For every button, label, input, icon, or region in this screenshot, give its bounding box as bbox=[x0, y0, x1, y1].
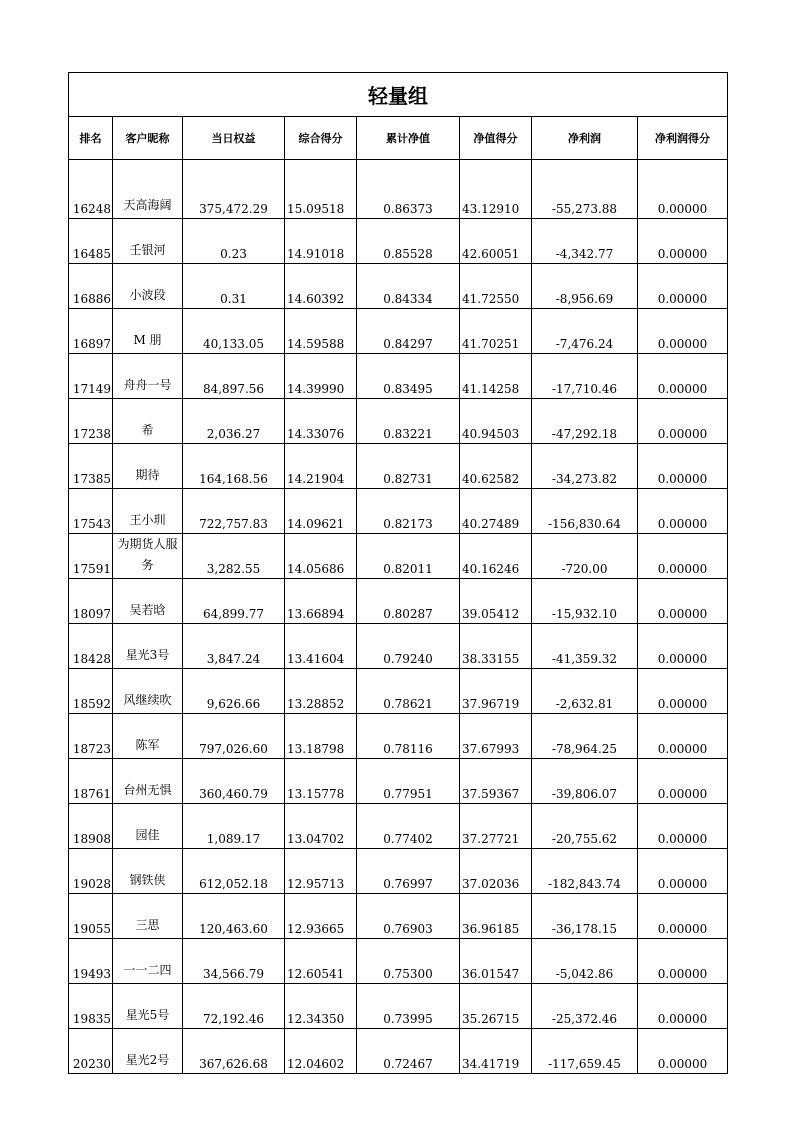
cell-net-profit-score: 0.00000 bbox=[638, 534, 728, 579]
cell-nickname: 三思 bbox=[113, 894, 183, 939]
cell-net-profit-score: 0.00000 bbox=[638, 489, 728, 534]
cell-net-profit: -2,632.81 bbox=[532, 669, 638, 714]
cell-nickname: 钢铁侠 bbox=[113, 849, 183, 894]
cell-nickname: 星光2号 bbox=[113, 1029, 183, 1074]
table-row bbox=[69, 1029, 728, 1074]
cell-equity: 164,168.56 bbox=[183, 444, 285, 489]
cell-net-profit: -39,806.07 bbox=[532, 759, 638, 804]
cell-cumulative-nav: 0.82173 bbox=[357, 489, 460, 534]
cell-net-profit: -117,659.45 bbox=[532, 1029, 638, 1074]
cell-nav-score: 34.41719 bbox=[460, 1029, 532, 1074]
table-row bbox=[69, 489, 728, 534]
cell-equity: 72,192.46 bbox=[183, 984, 285, 1029]
table-row bbox=[69, 849, 728, 894]
cell-nav-score: 40.94503 bbox=[460, 399, 532, 444]
table-row bbox=[69, 984, 728, 1029]
cell-cumulative-nav: 0.75300 bbox=[357, 939, 460, 984]
cell-nav-score: 37.67993 bbox=[460, 714, 532, 759]
cell-rank: 18908 bbox=[69, 804, 113, 849]
cell-net-profit: -720.00 bbox=[532, 534, 638, 579]
cell-nickname: 陈军 bbox=[113, 714, 183, 759]
header-net-profit: 净利润 bbox=[532, 117, 638, 160]
cell-net-profit: -25,372.46 bbox=[532, 984, 638, 1029]
cell-nav-score: 37.27721 bbox=[460, 804, 532, 849]
cell-cumulative-nav: 0.82731 bbox=[357, 444, 460, 489]
cell-cumulative-nav: 0.77402 bbox=[357, 804, 460, 849]
cell-total-score: 12.60541 bbox=[285, 939, 357, 984]
cell-nickname: 壬银河 bbox=[113, 219, 183, 264]
cell-net-profit: -182,843.74 bbox=[532, 849, 638, 894]
cell-net-profit: -34,273.82 bbox=[532, 444, 638, 489]
table-row bbox=[69, 444, 728, 489]
cell-rank: 18761 bbox=[69, 759, 113, 804]
cell-net-profit: -47,292.18 bbox=[532, 399, 638, 444]
header-nav-score: 净值得分 bbox=[460, 117, 532, 160]
cell-net-profit-score: 0.00000 bbox=[638, 984, 728, 1029]
cell-equity: 1,089.17 bbox=[183, 804, 285, 849]
cell-total-score: 14.05686 bbox=[285, 534, 357, 579]
cell-nav-score: 36.96185 bbox=[460, 894, 532, 939]
cell-net-profit: -36,178.15 bbox=[532, 894, 638, 939]
cell-equity: 3,847.24 bbox=[183, 624, 285, 669]
cell-cumulative-nav: 0.76903 bbox=[357, 894, 460, 939]
cell-rank: 19028 bbox=[69, 849, 113, 894]
cell-nav-score: 41.70251 bbox=[460, 309, 532, 354]
cell-nickname: 风继续吹 bbox=[113, 669, 183, 714]
cell-net-profit-score: 0.00000 bbox=[638, 1029, 728, 1074]
table-row bbox=[69, 714, 728, 759]
cell-rank: 18097 bbox=[69, 579, 113, 624]
cell-equity: 120,463.60 bbox=[183, 894, 285, 939]
cell-net-profit-score: 0.00000 bbox=[638, 894, 728, 939]
cell-rank: 17385 bbox=[69, 444, 113, 489]
header-total-score: 综合得分 bbox=[285, 117, 357, 160]
cell-cumulative-nav: 0.84334 bbox=[357, 264, 460, 309]
cell-rank: 20230 bbox=[69, 1029, 113, 1074]
header-row bbox=[69, 117, 728, 160]
cell-net-profit-score: 0.00000 bbox=[638, 579, 728, 624]
cell-net-profit: -8,956.69 bbox=[532, 264, 638, 309]
cell-nav-score: 39.05412 bbox=[460, 579, 532, 624]
cell-equity: 375,472.29 bbox=[183, 160, 285, 219]
cell-total-score: 12.95713 bbox=[285, 849, 357, 894]
cell-nickname: M 朋 bbox=[113, 309, 183, 354]
cell-cumulative-nav: 0.82011 bbox=[357, 534, 460, 579]
cell-total-score: 15.09518 bbox=[285, 160, 357, 219]
cell-nav-score: 35.26715 bbox=[460, 984, 532, 1029]
cell-rank: 17591 bbox=[69, 534, 113, 579]
table-row bbox=[69, 759, 728, 804]
cell-nickname: 星光3号 bbox=[113, 624, 183, 669]
cell-equity: 0.31 bbox=[183, 264, 285, 309]
cell-cumulative-nav: 0.78621 bbox=[357, 669, 460, 714]
cell-nickname: 星光5号 bbox=[113, 984, 183, 1029]
cell-equity: 0.23 bbox=[183, 219, 285, 264]
cell-net-profit: -156,830.64 bbox=[532, 489, 638, 534]
cell-nav-score: 37.02036 bbox=[460, 849, 532, 894]
cell-nav-score: 40.62582 bbox=[460, 444, 532, 489]
cell-nav-score: 38.33155 bbox=[460, 624, 532, 669]
cell-total-score: 14.09621 bbox=[285, 489, 357, 534]
cell-nickname: 吴若晗 bbox=[113, 579, 183, 624]
cell-nav-score: 40.16246 bbox=[460, 534, 532, 579]
cell-net-profit-score: 0.00000 bbox=[638, 624, 728, 669]
cell-rank: 19055 bbox=[69, 894, 113, 939]
cell-nickname: 为期货人服务 bbox=[113, 534, 183, 579]
cell-net-profit: -15,932.10 bbox=[532, 579, 638, 624]
cell-nav-score: 40.27489 bbox=[460, 489, 532, 534]
cell-nickname: 天高海阔 bbox=[113, 160, 183, 219]
cell-nickname: 希 bbox=[113, 399, 183, 444]
cell-nav-score: 42.60051 bbox=[460, 219, 532, 264]
cell-cumulative-nav: 0.79240 bbox=[357, 624, 460, 669]
cell-equity: 84,897.56 bbox=[183, 354, 285, 399]
table-row bbox=[69, 579, 728, 624]
cell-equity: 3,282.55 bbox=[183, 534, 285, 579]
cell-equity: 612,052.18 bbox=[183, 849, 285, 894]
cell-net-profit-score: 0.00000 bbox=[638, 849, 728, 894]
cell-nav-score: 37.59367 bbox=[460, 759, 532, 804]
cell-rank: 16248 bbox=[69, 160, 113, 219]
ranking-table bbox=[68, 72, 728, 1074]
cell-cumulative-nav: 0.83495 bbox=[357, 354, 460, 399]
cell-nickname: 期待 bbox=[113, 444, 183, 489]
cell-cumulative-nav: 0.73995 bbox=[357, 984, 460, 1029]
cell-nickname: 小波段 bbox=[113, 264, 183, 309]
cell-rank: 17238 bbox=[69, 399, 113, 444]
cell-equity: 64,899.77 bbox=[183, 579, 285, 624]
cell-net-profit: -7,476.24 bbox=[532, 309, 638, 354]
cell-total-score: 14.21904 bbox=[285, 444, 357, 489]
cell-net-profit-score: 0.00000 bbox=[638, 399, 728, 444]
table-row bbox=[69, 894, 728, 939]
table-title: 轻量组 bbox=[69, 73, 728, 117]
cell-nav-score: 41.72550 bbox=[460, 264, 532, 309]
header-net-profit-score: 净利润得分 bbox=[638, 117, 728, 160]
cell-rank: 17149 bbox=[69, 354, 113, 399]
cell-nav-score: 36.01547 bbox=[460, 939, 532, 984]
cell-cumulative-nav: 0.72467 bbox=[357, 1029, 460, 1074]
table-row bbox=[69, 309, 728, 354]
header-nickname: 客户昵称 bbox=[113, 117, 183, 160]
table-row bbox=[69, 160, 728, 219]
cell-nickname: 台州无惧 bbox=[113, 759, 183, 804]
cell-equity: 9,626.66 bbox=[183, 669, 285, 714]
cell-equity: 40,133.05 bbox=[183, 309, 285, 354]
cell-net-profit-score: 0.00000 bbox=[638, 444, 728, 489]
cell-nickname: 王小玔 bbox=[113, 489, 183, 534]
cell-rank: 17543 bbox=[69, 489, 113, 534]
cell-net-profit: -5,042.86 bbox=[532, 939, 638, 984]
table-row bbox=[69, 624, 728, 669]
cell-net-profit-score: 0.00000 bbox=[638, 354, 728, 399]
header-rank: 排名 bbox=[69, 117, 113, 160]
cell-rank: 19835 bbox=[69, 984, 113, 1029]
table-row bbox=[69, 939, 728, 984]
cell-net-profit-score: 0.00000 bbox=[638, 309, 728, 354]
cell-cumulative-nav: 0.76997 bbox=[357, 849, 460, 894]
cell-net-profit: -41,359.32 bbox=[532, 624, 638, 669]
cell-total-score: 14.59588 bbox=[285, 309, 357, 354]
cell-net-profit: -20,755.62 bbox=[532, 804, 638, 849]
cell-cumulative-nav: 0.84297 bbox=[357, 309, 460, 354]
cell-rank: 16886 bbox=[69, 264, 113, 309]
cell-nav-score: 41.14258 bbox=[460, 354, 532, 399]
cell-rank: 18723 bbox=[69, 714, 113, 759]
cell-equity: 2,036.27 bbox=[183, 399, 285, 444]
table-row bbox=[69, 804, 728, 849]
cell-total-score: 14.60392 bbox=[285, 264, 357, 309]
cell-total-score: 13.41604 bbox=[285, 624, 357, 669]
cell-rank: 18428 bbox=[69, 624, 113, 669]
cell-net-profit: -4,342.77 bbox=[532, 219, 638, 264]
cell-total-score: 13.04702 bbox=[285, 804, 357, 849]
cell-total-score: 14.91018 bbox=[285, 219, 357, 264]
table-row bbox=[69, 399, 728, 444]
cell-cumulative-nav: 0.78116 bbox=[357, 714, 460, 759]
cell-rank: 19493 bbox=[69, 939, 113, 984]
cell-cumulative-nav: 0.80287 bbox=[357, 579, 460, 624]
cell-equity: 722,757.83 bbox=[183, 489, 285, 534]
cell-total-score: 13.28852 bbox=[285, 669, 357, 714]
cell-nickname: 一一二四 bbox=[113, 939, 183, 984]
cell-net-profit-score: 0.00000 bbox=[638, 264, 728, 309]
cell-net-profit-score: 0.00000 bbox=[638, 160, 728, 219]
cell-total-score: 12.93665 bbox=[285, 894, 357, 939]
cell-cumulative-nav: 0.77951 bbox=[357, 759, 460, 804]
cell-cumulative-nav: 0.86373 bbox=[357, 160, 460, 219]
cell-rank: 16897 bbox=[69, 309, 113, 354]
cell-total-score: 13.18798 bbox=[285, 714, 357, 759]
cell-net-profit-score: 0.00000 bbox=[638, 669, 728, 714]
table-row bbox=[69, 264, 728, 309]
cell-nav-score: 37.96719 bbox=[460, 669, 532, 714]
cell-total-score: 12.34350 bbox=[285, 984, 357, 1029]
header-cumulative-nav: 累计净值 bbox=[357, 117, 460, 160]
cell-total-score: 14.39990 bbox=[285, 354, 357, 399]
cell-nickname: 舟舟一号 bbox=[113, 354, 183, 399]
table-row bbox=[69, 219, 728, 264]
header-equity: 当日权益 bbox=[183, 117, 285, 160]
cell-total-score: 13.15778 bbox=[285, 759, 357, 804]
cell-net-profit: -17,710.46 bbox=[532, 354, 638, 399]
cell-net-profit-score: 0.00000 bbox=[638, 759, 728, 804]
cell-net-profit-score: 0.00000 bbox=[638, 219, 728, 264]
cell-total-score: 14.33076 bbox=[285, 399, 357, 444]
cell-nav-score: 43.12910 bbox=[460, 160, 532, 219]
cell-net-profit-score: 0.00000 bbox=[638, 939, 728, 984]
cell-total-score: 13.66894 bbox=[285, 579, 357, 624]
cell-nickname: 园佳 bbox=[113, 804, 183, 849]
cell-net-profit-score: 0.00000 bbox=[638, 804, 728, 849]
cell-equity: 34,566.79 bbox=[183, 939, 285, 984]
cell-rank: 16485 bbox=[69, 219, 113, 264]
table-body bbox=[69, 160, 728, 1074]
cell-rank: 18592 bbox=[69, 669, 113, 714]
table-row bbox=[69, 534, 728, 579]
cell-total-score: 12.04602 bbox=[285, 1029, 357, 1074]
table-row bbox=[69, 354, 728, 399]
cell-cumulative-nav: 0.85528 bbox=[357, 219, 460, 264]
cell-net-profit: -78,964.25 bbox=[532, 714, 638, 759]
cell-net-profit-score: 0.00000 bbox=[638, 714, 728, 759]
cell-net-profit: -55,273.88 bbox=[532, 160, 638, 219]
cell-equity: 360,460.79 bbox=[183, 759, 285, 804]
cell-equity: 367,626.68 bbox=[183, 1029, 285, 1074]
cell-cumulative-nav: 0.83221 bbox=[357, 399, 460, 444]
cell-equity: 797,026.60 bbox=[183, 714, 285, 759]
table-row bbox=[69, 669, 728, 714]
